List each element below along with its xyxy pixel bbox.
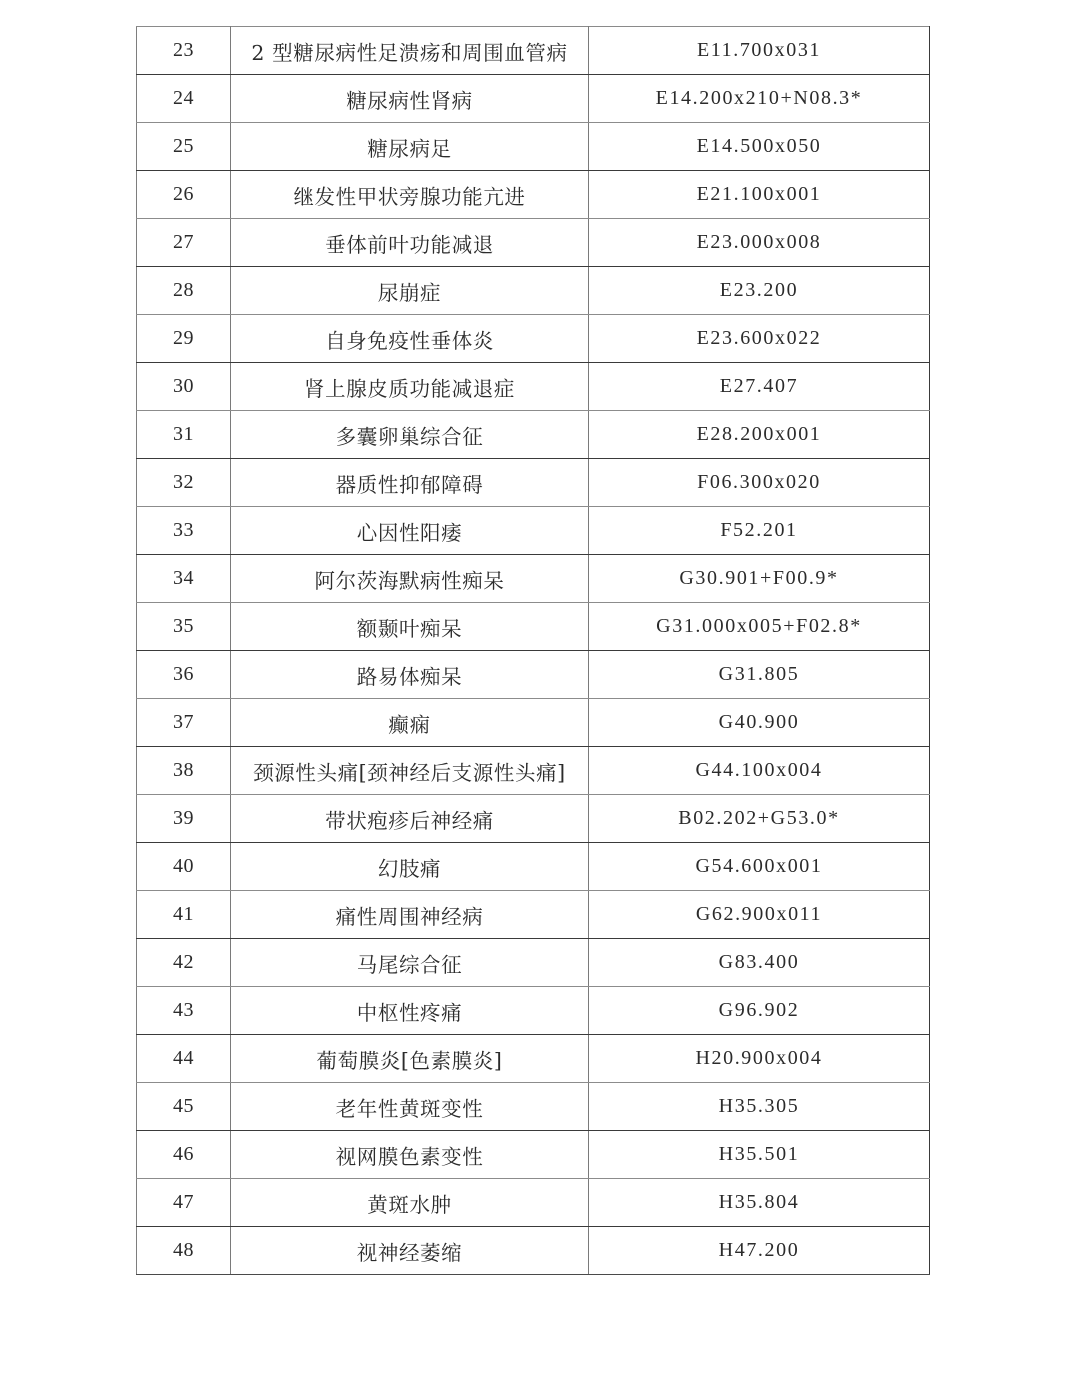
row-index-cell: 46 <box>137 1131 231 1179</box>
disease-code-cell: G96.902 <box>589 987 930 1035</box>
disease-code-cell: G40.900 <box>589 699 930 747</box>
table-row <box>137 555 930 603</box>
disease-code-cell: E23.600x022 <box>589 315 930 363</box>
disease-code-cell: F52.201 <box>589 507 930 555</box>
table-row <box>137 1227 930 1275</box>
disease-code-cell: E14.200x210+N08.3* <box>589 75 930 123</box>
row-index-cell: 47 <box>137 1179 231 1227</box>
row-index-cell: 23 <box>137 27 231 75</box>
disease-name-cell: 带状疱疹后神经痛 <box>231 795 589 843</box>
disease-name-cell: 癫痫 <box>231 699 589 747</box>
disease-name-cell: 痛性周围神经病 <box>231 891 589 939</box>
disease-name-cell: 马尾综合征 <box>231 939 589 987</box>
disease-code-cell: H35.804 <box>589 1179 930 1227</box>
row-index-cell: 29 <box>137 315 231 363</box>
table-row <box>137 1083 930 1131</box>
disease-code-cell: H20.900x004 <box>589 1035 930 1083</box>
disease-code-cell: B02.202+G53.0* <box>589 795 930 843</box>
row-index-cell: 45 <box>137 1083 231 1131</box>
disease-code-cell: F06.300x020 <box>589 459 930 507</box>
row-index-cell: 25 <box>137 123 231 171</box>
disease-name-cell: 肾上腺皮质功能减退症 <box>231 363 589 411</box>
disease-code-cell: G62.900x011 <box>589 891 930 939</box>
table-row <box>137 1131 930 1179</box>
row-index-cell: 35 <box>137 603 231 651</box>
table-row <box>137 363 930 411</box>
table-row <box>137 1035 930 1083</box>
disease-code-cell: G30.901+F00.9* <box>589 555 930 603</box>
disease-name-cell: 视神经萎缩 <box>231 1227 589 1275</box>
row-index-cell: 39 <box>137 795 231 843</box>
table-row <box>137 459 930 507</box>
disease-name-cell: 老年性黄斑变性 <box>231 1083 589 1131</box>
table-row <box>137 267 930 315</box>
table-row <box>137 75 930 123</box>
disease-name-cell: 阿尔茨海默病性痴呆 <box>231 555 589 603</box>
disease-code-cell: E11.700x031 <box>589 27 930 75</box>
disease-code-cell: H47.200 <box>589 1227 930 1275</box>
disease-code-cell: G44.100x004 <box>589 747 930 795</box>
row-index-cell: 30 <box>137 363 231 411</box>
table-row <box>137 507 930 555</box>
row-index-cell: 31 <box>137 411 231 459</box>
row-index-cell: 32 <box>137 459 231 507</box>
row-index-cell: 44 <box>137 1035 231 1083</box>
table-row <box>137 891 930 939</box>
disease-name-cell: 糖尿病足 <box>231 123 589 171</box>
row-index-cell: 42 <box>137 939 231 987</box>
disease-name-cell: 垂体前叶功能减退 <box>231 219 589 267</box>
disease-code-table <box>136 26 930 1275</box>
row-index-cell: 33 <box>137 507 231 555</box>
disease-name-cell: 心因性阳痿 <box>231 507 589 555</box>
disease-name-cell: 2 型糖尿病性足溃疡和周围血管病 <box>231 27 589 75</box>
disease-code-cell: G31.805 <box>589 651 930 699</box>
row-index-cell: 27 <box>137 219 231 267</box>
disease-code-cell: E23.000x008 <box>589 219 930 267</box>
disease-name-cell: 黄斑水肿 <box>231 1179 589 1227</box>
table-row <box>137 939 930 987</box>
disease-name-cell: 中枢性疼痛 <box>231 987 589 1035</box>
disease-code-cell: H35.305 <box>589 1083 930 1131</box>
table-row <box>137 411 930 459</box>
table-row <box>137 123 930 171</box>
table-row <box>137 315 930 363</box>
disease-code-cell: E28.200x001 <box>589 411 930 459</box>
disease-name-cell: 自身免疫性垂体炎 <box>231 315 589 363</box>
row-index-cell: 48 <box>137 1227 231 1275</box>
table-row <box>137 651 930 699</box>
disease-code-cell: E14.500x050 <box>589 123 930 171</box>
disease-code-cell: G83.400 <box>589 939 930 987</box>
table-row <box>137 603 930 651</box>
disease-name-cell: 额颞叶痴呆 <box>231 603 589 651</box>
disease-code-cell: G54.600x001 <box>589 843 930 891</box>
disease-code-cell: E21.100x001 <box>589 171 930 219</box>
disease-code-cell: E23.200 <box>589 267 930 315</box>
disease-name-cell: 糖尿病性肾病 <box>231 75 589 123</box>
disease-code-cell: G31.000x005+F02.8* <box>589 603 930 651</box>
table-row <box>137 699 930 747</box>
disease-name-cell: 尿崩症 <box>231 267 589 315</box>
table-body <box>137 27 930 1275</box>
disease-name-cell: 器质性抑郁障碍 <box>231 459 589 507</box>
row-index-cell: 26 <box>137 171 231 219</box>
row-index-cell: 40 <box>137 843 231 891</box>
row-index-cell: 36 <box>137 651 231 699</box>
row-index-cell: 34 <box>137 555 231 603</box>
row-index-cell: 43 <box>137 987 231 1035</box>
table-row <box>137 1179 930 1227</box>
disease-name-cell: 葡萄膜炎[色素膜炎] <box>231 1035 589 1083</box>
table-row <box>137 171 930 219</box>
disease-name-cell: 路易体痴呆 <box>231 651 589 699</box>
disease-name-cell: 颈源性头痛[颈神经后支源性头痛] <box>231 747 589 795</box>
row-index-cell: 41 <box>137 891 231 939</box>
disease-name-cell: 继发性甲状旁腺功能亢进 <box>231 171 589 219</box>
disease-name-cell: 幻肢痛 <box>231 843 589 891</box>
row-index-cell: 38 <box>137 747 231 795</box>
table-row <box>137 987 930 1035</box>
row-index-cell: 37 <box>137 699 231 747</box>
row-index-cell: 28 <box>137 267 231 315</box>
table-row <box>137 843 930 891</box>
table-row <box>137 747 930 795</box>
disease-code-cell: E27.407 <box>589 363 930 411</box>
table-row <box>137 27 930 75</box>
disease-name-cell: 视网膜色素变性 <box>231 1131 589 1179</box>
disease-code-cell: H35.501 <box>589 1131 930 1179</box>
row-index-cell: 24 <box>137 75 231 123</box>
disease-name-cell: 多囊卵巢综合征 <box>231 411 589 459</box>
table-row <box>137 795 930 843</box>
table-row <box>137 219 930 267</box>
